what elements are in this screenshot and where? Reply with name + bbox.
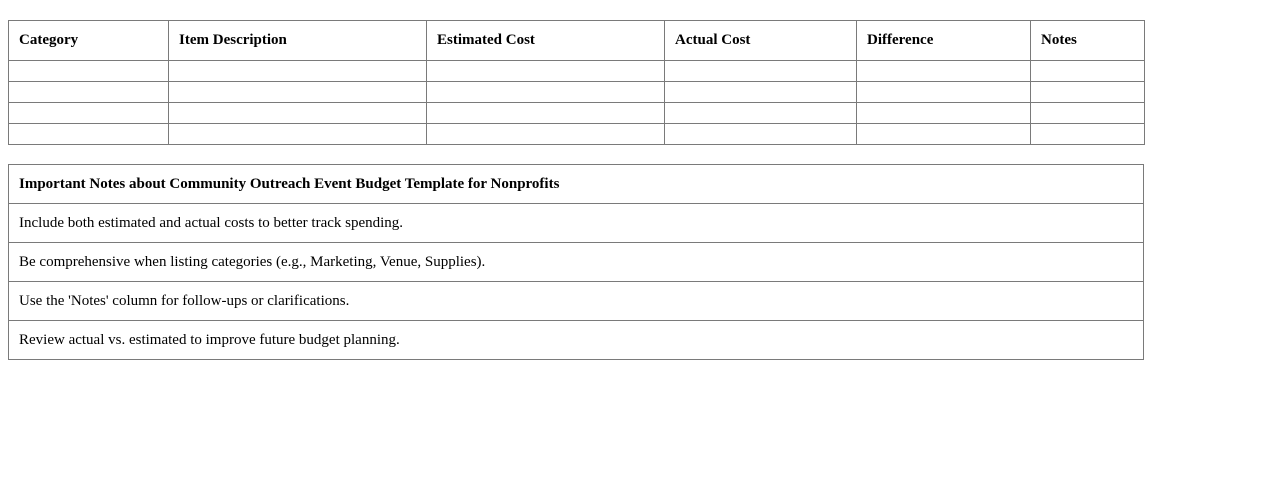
table-cell[interactable] — [665, 103, 857, 124]
column-header-actual-cost: Actual Cost — [665, 21, 857, 61]
table-cell[interactable] — [1031, 124, 1145, 145]
table-cell[interactable] — [169, 82, 427, 103]
note-text: Review actual vs. estimated to improve future budget planning. — [9, 321, 1144, 360]
list-item — [9, 243, 1144, 282]
table-cell[interactable] — [169, 103, 427, 124]
table-cell[interactable] — [427, 61, 665, 82]
table-cell[interactable] — [169, 61, 427, 82]
table-cell[interactable] — [427, 124, 665, 145]
list-item — [9, 204, 1144, 243]
table-cell[interactable] — [427, 103, 665, 124]
budget-header-row — [9, 21, 1145, 61]
table-cell[interactable] — [857, 82, 1031, 103]
table-row — [9, 124, 1145, 145]
table-cell[interactable] — [1031, 61, 1145, 82]
notes-title: Important Notes about Community Outreach Event Budget Template for Nonprofits — [9, 165, 1144, 204]
table-cell[interactable] — [857, 103, 1031, 124]
table-cell[interactable] — [857, 61, 1031, 82]
table-cell[interactable] — [665, 61, 857, 82]
column-header-notes: Notes — [1031, 21, 1145, 61]
table-row — [9, 103, 1145, 124]
table-cell[interactable] — [169, 124, 427, 145]
table-cell[interactable] — [1031, 103, 1145, 124]
notes-header-row — [9, 165, 1144, 204]
note-text: Include both estimated and actual costs to better track spending. — [9, 204, 1144, 243]
notes-table — [8, 164, 1144, 360]
table-cell[interactable] — [665, 82, 857, 103]
table-row — [9, 82, 1145, 103]
column-header-estimated-cost: Estimated Cost — [427, 21, 665, 61]
table-cell[interactable] — [1031, 82, 1145, 103]
column-header-category: Category — [9, 21, 169, 61]
table-cell[interactable] — [9, 124, 169, 145]
column-header-item-description: Item Description — [169, 21, 427, 61]
list-item — [9, 282, 1144, 321]
note-text: Use the 'Notes' column for follow-ups or clarifications. — [9, 282, 1144, 321]
table-row — [9, 61, 1145, 82]
table-cell[interactable] — [9, 82, 169, 103]
table-cell[interactable] — [857, 124, 1031, 145]
note-text: Be comprehensive when listing categories (e.g., Marketing, Venue, Supplies). — [9, 243, 1144, 282]
table-cell[interactable] — [427, 82, 665, 103]
table-cell[interactable] — [9, 103, 169, 124]
list-item — [9, 321, 1144, 360]
table-cell[interactable] — [665, 124, 857, 145]
column-header-difference: Difference — [857, 21, 1031, 61]
budget-table — [8, 20, 1145, 145]
table-cell[interactable] — [9, 61, 169, 82]
